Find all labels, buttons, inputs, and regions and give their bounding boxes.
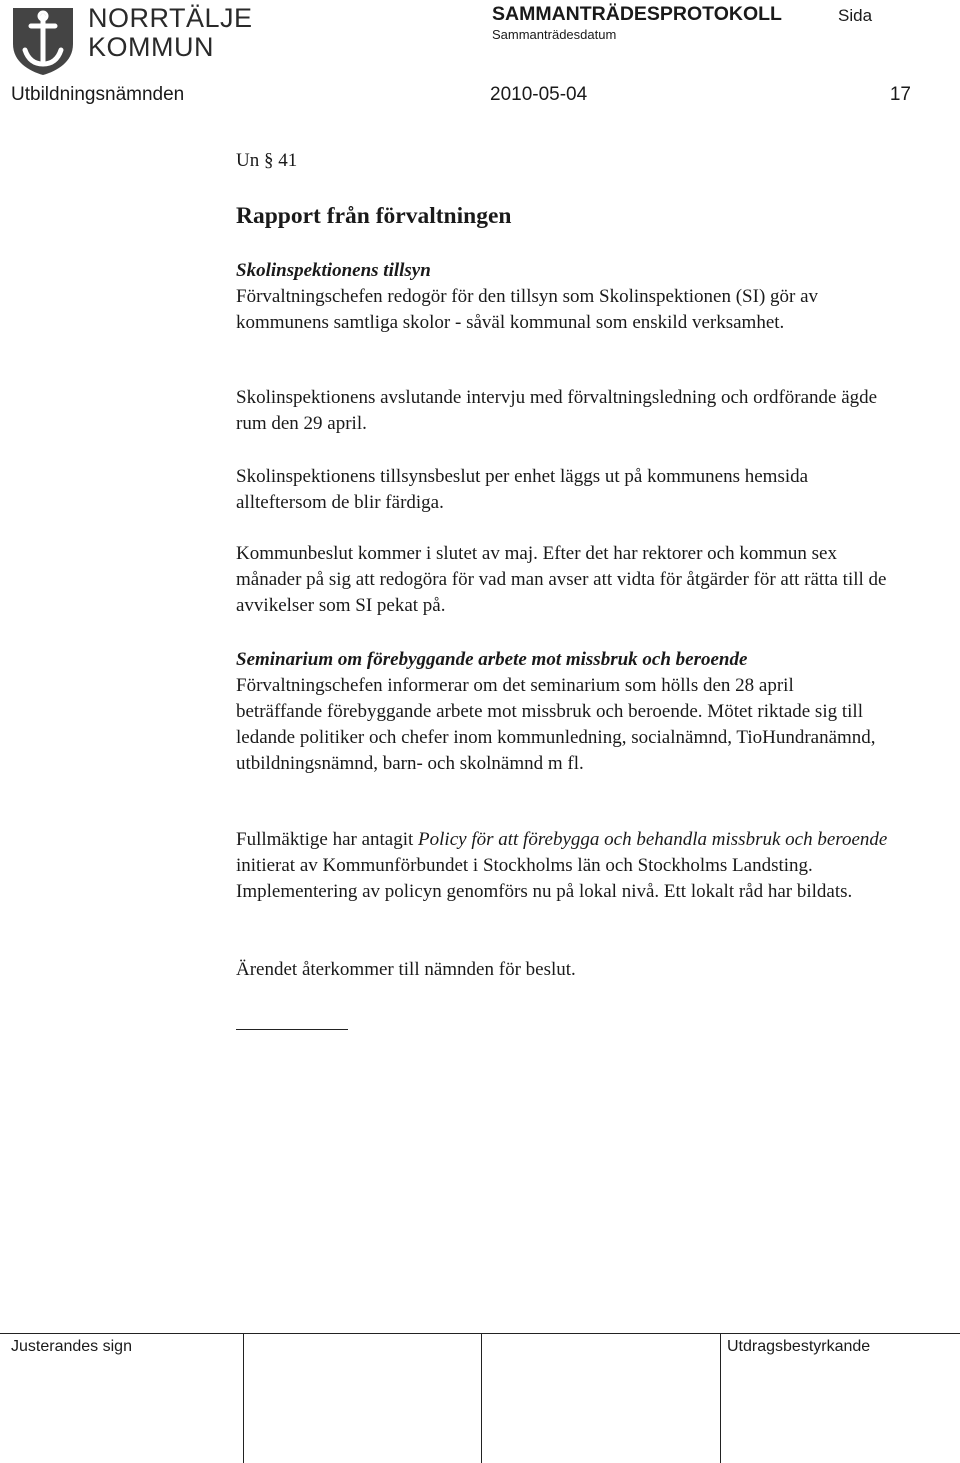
paragraph-1: Förvaltningschefen redogör för den tillsyn som Skolinspektionen (SI) gör av kommunens samtliga skolor - såväl kommunal som enskild verksamhet. bbox=[236, 286, 819, 333]
closing-statement: Ärendet återkommer till nämnden för beslut. bbox=[236, 959, 576, 980]
logo-line-2: KOMMUN bbox=[88, 32, 214, 62]
subsection-1 bbox=[236, 258, 926, 336]
committee-name: Utbildningsnämnden bbox=[11, 84, 185, 105]
section-title: Rapport från förvaltningen bbox=[236, 203, 512, 229]
footer-rule bbox=[0, 1333, 960, 1334]
footer-divider-2 bbox=[481, 1333, 482, 1463]
municipality-logo-text bbox=[88, 4, 253, 62]
protocol-title: SAMMANTRÄDESPROTOKOLL bbox=[492, 3, 782, 25]
paragraph-2: Skolinspektionens avslutande intervju med förvaltningsledning och ordförande ägde rum den 29 april. bbox=[236, 387, 878, 434]
municipality-shield-logo bbox=[11, 6, 75, 76]
justering-signature-label: Justerandes sign bbox=[11, 1338, 132, 1355]
paragraph-4: Kommunbeslut kommer i slutet av maj. Efter det har rektorer och kommun sex månader på sig att redogöra för vad man avser att vidta för åtgärder för att rätta till de avvikelser som SI pekat på. bbox=[236, 543, 887, 616]
paragraph-6-start: Fullmäktige har antagit bbox=[236, 829, 419, 850]
policy-title: Policy för att förebygga och behandla missbruk och beroende bbox=[418, 829, 888, 850]
subsection-2 bbox=[236, 647, 876, 777]
footer-divider-1 bbox=[243, 1333, 244, 1463]
logo-line-1: NORRTÄLJE bbox=[88, 3, 253, 33]
end-rule bbox=[236, 1029, 348, 1030]
footer-divider-3 bbox=[720, 1333, 721, 1463]
page-number: 17 bbox=[889, 84, 911, 105]
paragraph-6 bbox=[236, 827, 896, 905]
subsection-2-heading: Seminarium om förebyggande arbete mot missbruk och beroende bbox=[236, 649, 748, 670]
paragraph-6-end: initierat av Kommunförbundet i Stockholms län och Stockholms Landsting. Implementering av policyn genomförs nu på lokal nivå. Ett lokalt råd har bildats. bbox=[236, 855, 853, 902]
protocol-subtitle: Sammanträdesdatum bbox=[492, 27, 617, 42]
meeting-date: 2010-05-04 bbox=[490, 84, 588, 105]
page-label: Sida bbox=[838, 6, 873, 25]
paragraph-5: Förvaltningschefen informerar om det seminarium som hölls den 28 april beträffande förebyggande arbete mot missbruk och beroende. Mötet riktade sig till ledande politiker och chefer inom kommunledning, socialnämnd, TioHundranämnd, utbildningsnämnd, barn- och skolnämnd m fl. bbox=[236, 675, 876, 774]
paragraph-3: Skolinspektionens tillsynsbeslut per enhet läggs ut på kommunens hemsida allteftersom de blir färdiga. bbox=[236, 466, 809, 513]
section-reference: Un § 41 bbox=[236, 150, 298, 171]
subsection-1-heading: Skolinspektionens tillsyn bbox=[236, 260, 431, 281]
extract-certification-label: Utdragsbestyrkande bbox=[727, 1338, 871, 1355]
